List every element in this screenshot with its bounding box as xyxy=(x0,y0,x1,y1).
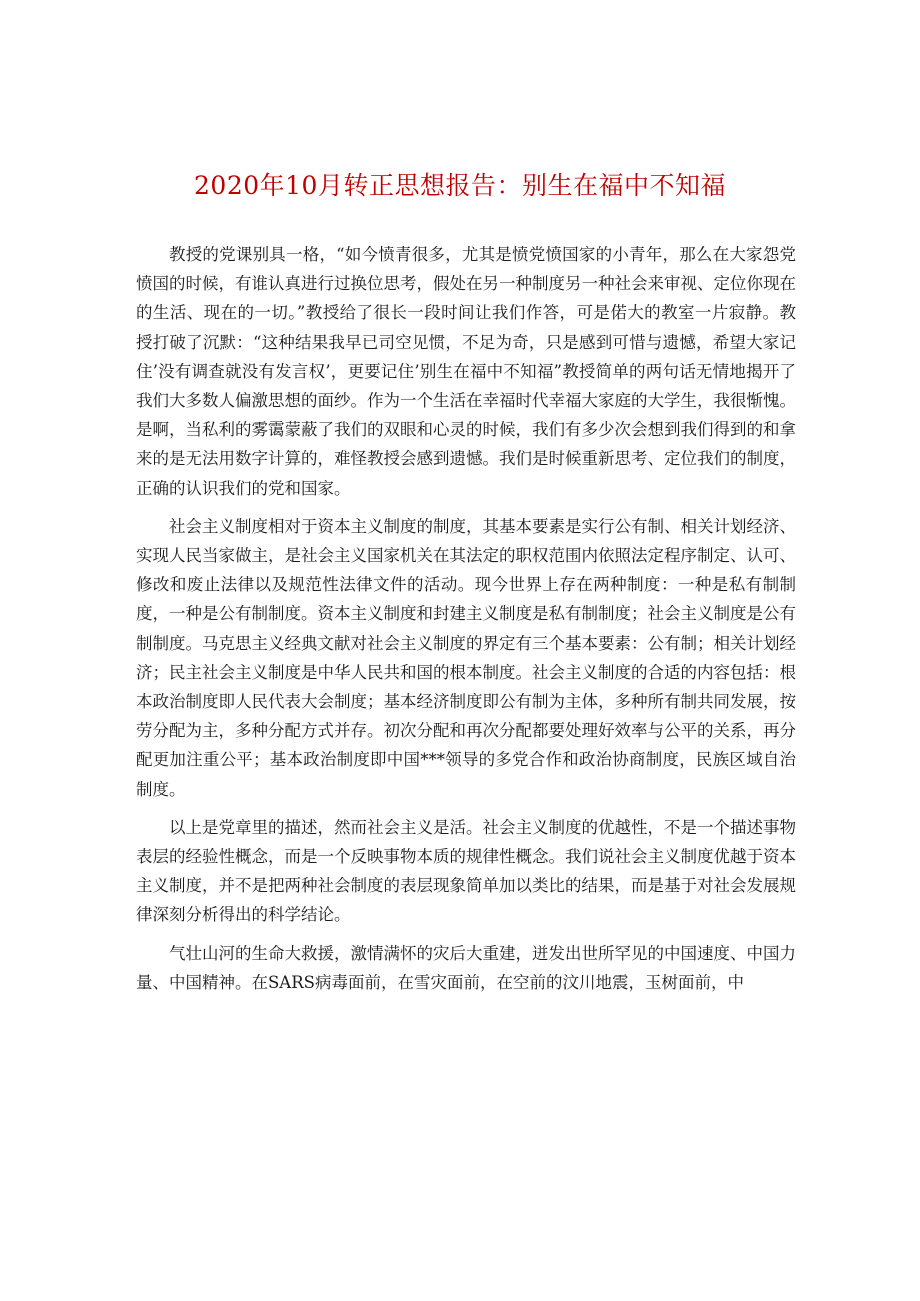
paragraph-4: 气壮山河的生命大救援，激情满怀的灾后大重建，迸发出世所罕见的中国速度、中国力量、中国精神。在SARS病毒面前，在雪灾面前，在空前的汶川地震，玉树面前，中 xyxy=(136,943,796,992)
paragraph-2: 社会主义制度相对于资本主义制度的制度，其基本要素是实行公有制、相关计划经济、实现人民当家做主，是社会主义国家机关在其法定的职权范围内依照法定程序制定、认可、修改和废止法律以及规范性法律文件的活动。现今世界上存在两种制度：一种是私有制制度，一种是公有制制度。资本主义制度和封建主义制度是私有制制度；社会主义制度是公有制制度。马克思主义经典文献对社会主义制度的界定有三个基本要素：公有制；相关计划经济；民主社会主义制度是中华人民共和国的根本制度。社会主义制度的合适的内容包括：根本政治制度即人民代表大会制度；基本经济制度即公有制为主体，多种所有制共同发展，按劳分配为主，多种分配方式并存。初次分配和再次分配都要处理好效率与公平的关系，再分配更加注重公平；基本政治制度即中国***领导的多党合作和政治协商制度，民族区域自治制度。 xyxy=(136,516,796,799)
document-body xyxy=(136,240,796,1006)
paragraph-3: 以上是党章里的描述，然而社会主义是活。社会主义制度的优越性，不是一个描述事物表层的经验性概念，而是一个反映事物本质的规律性概念。我们说社会主义制度优越于资本主义制度，并不是把两种社会制度的表层现象简单加以类比的结果，而是基于对社会发展规律深刻分析得出的科学结论。 xyxy=(136,817,796,925)
document-title: 2020年10月转正思想报告：别生在福中不知福 xyxy=(194,171,726,200)
paragraph-1: 教授的党课别具一格，“如今愤青很多，尤其是愤党愤国家的小青年，那么在大家怨党愤国的时候，有谁认真进行过换位思考，假处在另一种制度另一种社会来审视、定位你现在的生活、现在的一切。”教授给了很长一段时间让我们作答，可是偌大的教室一片寂静。教授打破了沉默：“这种结果我早已司空见惯，不足为奇，只是感到可惜与遗憾，希望大家记住’没有调查就没有发言权’，更要记住’别生在福中不知福”教授简单的两句话无情地揭开了我们大多数人偏激思想的面纱。作为一个生活在幸福时代幸福大家庭的大学生，我很惭愧。是啊，当私利的雾霭蒙蔽了我们的双眼和心灵的时候，我们有多少次会想到我们得到的和拿来的是无法用数字计算的，难怪教授会感到遗憾。我们是时候重新思考、定位我们的制度，正确的认识我们的党和国家。 xyxy=(136,245,796,498)
